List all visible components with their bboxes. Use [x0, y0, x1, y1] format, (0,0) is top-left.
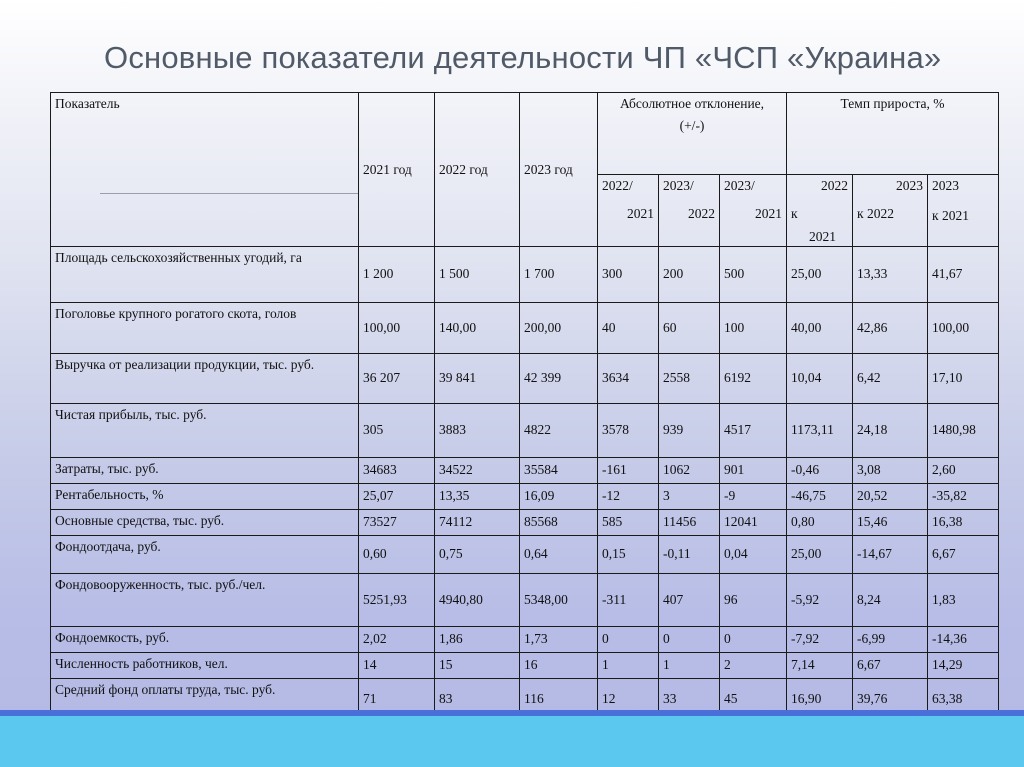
cell-value: 12041 — [720, 509, 787, 535]
cell-value: 6,67 — [853, 652, 928, 678]
cell-value: 1 — [659, 652, 720, 678]
header-abs-deviation-label: Абсолютное отклонение, — [619, 96, 765, 111]
cell-value: 116 — [520, 678, 598, 720]
cell-value: 83 — [435, 678, 520, 720]
cell-value: 100 — [720, 302, 787, 353]
header-year-2023: 2023 год — [520, 93, 598, 247]
header-year-2021: 2021 год — [359, 93, 435, 247]
cell-value: 20,52 — [853, 483, 928, 509]
row-indicator: Фондоотдача, руб. — [51, 535, 359, 573]
cell-value: 3634 — [598, 353, 659, 403]
cell-value: 33 — [659, 678, 720, 720]
cell-value: 60 — [659, 302, 720, 353]
cell-value: 2 — [720, 652, 787, 678]
cell-value: -5,92 — [787, 573, 853, 626]
cell-value: -14,36 — [928, 626, 999, 652]
cell-value: 16,90 — [787, 678, 853, 720]
table-row — [51, 403, 999, 457]
subheader-top: 2023/ — [663, 178, 694, 193]
subheader-top: 2023/ — [724, 178, 755, 193]
cell-value: -7,92 — [787, 626, 853, 652]
cell-value: 36 207 — [359, 353, 435, 403]
cell-value: 4822 — [520, 403, 598, 457]
subheader-top: 2023 — [932, 178, 960, 193]
cell-value: 2558 — [659, 353, 720, 403]
subheader-abs-2023-2022 — [659, 175, 720, 247]
cell-value: 200,00 — [520, 302, 598, 353]
cell-value: -9 — [720, 483, 787, 509]
cell-value: 45 — [720, 678, 787, 720]
cell-value: 73527 — [359, 509, 435, 535]
cell-value: 100,00 — [928, 302, 999, 353]
row-indicator: Чистая прибыль, тыс. руб. — [51, 403, 359, 457]
cell-value: -35,82 — [928, 483, 999, 509]
cell-value: 0,60 — [359, 535, 435, 573]
cell-value: 305 — [359, 403, 435, 457]
cell-value: 1 700 — [520, 246, 598, 302]
cell-value: 407 — [659, 573, 720, 626]
cell-value: 0 — [598, 626, 659, 652]
subheader-top: 2022 — [821, 178, 849, 193]
cell-value: -46,75 — [787, 483, 853, 509]
cell-value: 34522 — [435, 457, 520, 483]
cell-value: 42 399 — [520, 353, 598, 403]
cell-value: 39 841 — [435, 353, 520, 403]
cell-value: 14,29 — [928, 652, 999, 678]
cell-value: 11456 — [659, 509, 720, 535]
cell-value: 16,38 — [928, 509, 999, 535]
cell-value: 0,75 — [435, 535, 520, 573]
cell-value: 15 — [435, 652, 520, 678]
subheader-bottom: к 2021 — [932, 207, 969, 223]
cell-value: -12 — [598, 483, 659, 509]
cell-value: 2,02 — [359, 626, 435, 652]
cell-value: 1480,98 — [928, 403, 999, 457]
row-indicator: Численность работников, чел. — [51, 652, 359, 678]
cell-value: 300 — [598, 246, 659, 302]
subheader-bottom: 2021 — [809, 229, 837, 245]
cell-value: 0,04 — [720, 535, 787, 573]
cell-value: 40,00 — [787, 302, 853, 353]
subheader-bottom: 2021 — [627, 205, 654, 221]
cell-value: 3578 — [598, 403, 659, 457]
cell-value: 1,73 — [520, 626, 598, 652]
header-indicator: Показатель — [51, 93, 359, 247]
cell-value: 10,04 — [787, 353, 853, 403]
header-growth-rate: Темп прироста, % — [787, 93, 999, 175]
cell-value: 14 — [359, 652, 435, 678]
table-row — [51, 483, 999, 509]
cell-value: 74112 — [435, 509, 520, 535]
cell-value: 34683 — [359, 457, 435, 483]
slide-title: Основные показатели деятельности ЧП «ЧСП «Украина» — [104, 40, 942, 75]
cell-value: -6,99 — [853, 626, 928, 652]
row-indicator: Фондоемкость, руб. — [51, 626, 359, 652]
cell-value: 40 — [598, 302, 659, 353]
cell-value: 1173,11 — [787, 403, 853, 457]
subheader-abs-2022-2021 — [598, 175, 659, 247]
header-year-2022: 2022 год — [435, 93, 520, 247]
table-row — [51, 573, 999, 626]
subheader-middle: к — [791, 205, 798, 221]
row-indicator: Поголовье крупного рогатого скота, голов — [51, 302, 359, 353]
cell-value: 4517 — [720, 403, 787, 457]
row-indicator: Средний фонд оплаты труда, тыс. руб. — [51, 678, 359, 720]
cell-value: 35584 — [520, 457, 598, 483]
subheader-top: 2023 — [896, 178, 924, 193]
cell-value: 17,10 — [928, 353, 999, 403]
cell-value: -0,46 — [787, 457, 853, 483]
cell-value: 0,64 — [520, 535, 598, 573]
cell-value: 41,67 — [928, 246, 999, 302]
header-row — [51, 93, 999, 175]
cell-value: 5348,00 — [520, 573, 598, 626]
cell-value: 0,15 — [598, 535, 659, 573]
cell-value: 85568 — [520, 509, 598, 535]
subheader-bottom: 2021 — [755, 205, 783, 221]
cell-value: 1,86 — [435, 626, 520, 652]
cell-value: 901 — [720, 457, 787, 483]
cell-value: 6,42 — [853, 353, 928, 403]
subheader-bottom: к 2022 — [857, 205, 894, 221]
cell-value: 5251,93 — [359, 573, 435, 626]
cell-value: 42,86 — [853, 302, 928, 353]
bottom-decor-bar — [0, 710, 1024, 767]
table-row — [51, 535, 999, 573]
subheader-abs-2023-2021 — [720, 175, 787, 247]
cell-value: 3883 — [435, 403, 520, 457]
table-row — [51, 302, 999, 353]
cell-value: 24,18 — [853, 403, 928, 457]
cell-value: 140,00 — [435, 302, 520, 353]
cell-value: 6192 — [720, 353, 787, 403]
cell-value: 25,00 — [787, 246, 853, 302]
cell-value: 13,35 — [435, 483, 520, 509]
row-indicator: Фондовооруженность, тыс. руб./чел. — [51, 573, 359, 626]
cell-value: 3,08 — [853, 457, 928, 483]
cell-value: 1 — [598, 652, 659, 678]
cell-value: 71 — [359, 678, 435, 720]
cell-value: 0 — [720, 626, 787, 652]
row-indicator: Затраты, тыс. руб. — [51, 457, 359, 483]
cell-value: 4940,80 — [435, 573, 520, 626]
cell-value: 16,09 — [520, 483, 598, 509]
cell-value: 13,33 — [853, 246, 928, 302]
cell-value: 200 — [659, 246, 720, 302]
cell-value: 96 — [720, 573, 787, 626]
cell-value: 25,00 — [787, 535, 853, 573]
cell-value: 2,60 — [928, 457, 999, 483]
header-abs-deviation-sign: (+/-) — [679, 117, 705, 133]
cell-value: 0,80 — [787, 509, 853, 535]
table-row — [51, 509, 999, 535]
subheader-growth-2023-2021 — [928, 175, 999, 247]
cell-value: 25,07 — [359, 483, 435, 509]
header-divider-line — [100, 193, 358, 194]
indicators-table — [50, 92, 999, 721]
subheader-top: 2022/ — [602, 178, 633, 193]
row-indicator: Площадь сельскохозяйственных угодий, га — [51, 246, 359, 302]
table-row — [51, 626, 999, 652]
cell-value: 1,83 — [928, 573, 999, 626]
cell-value: -0,11 — [659, 535, 720, 573]
row-indicator: Выручка от реализации продукции, тыс. руб. — [51, 353, 359, 403]
table-row — [51, 353, 999, 403]
cell-value: 12 — [598, 678, 659, 720]
cell-value: 0 — [659, 626, 720, 652]
cell-value: 7,14 — [787, 652, 853, 678]
bottom-decor-stripe — [0, 710, 1024, 716]
cell-value: 8,24 — [853, 573, 928, 626]
cell-value: -14,67 — [853, 535, 928, 573]
cell-value: 1 200 — [359, 246, 435, 302]
cell-value: 100,00 — [359, 302, 435, 353]
subheader-growth-2023-2022 — [853, 175, 928, 247]
table-row — [51, 246, 999, 302]
cell-value: 3 — [659, 483, 720, 509]
subheader-growth-2022-2021 — [787, 175, 853, 247]
cell-value: 1062 — [659, 457, 720, 483]
cell-value: 39,76 — [853, 678, 928, 720]
cell-value: 16 — [520, 652, 598, 678]
cell-value: 939 — [659, 403, 720, 457]
cell-value: 6,67 — [928, 535, 999, 573]
cell-value: 500 — [720, 246, 787, 302]
cell-value: 63,38 — [928, 678, 999, 720]
cell-value: 15,46 — [853, 509, 928, 535]
subheader-bottom: 2022 — [688, 205, 715, 221]
cell-value: 1 500 — [435, 246, 520, 302]
table-row — [51, 457, 999, 483]
row-indicator: Основные средства, тыс. руб. — [51, 509, 359, 535]
cell-value: -311 — [598, 573, 659, 626]
cell-value: 585 — [598, 509, 659, 535]
header-abs-deviation — [598, 93, 787, 175]
cell-value: -161 — [598, 457, 659, 483]
row-indicator: Рентабельность, % — [51, 483, 359, 509]
table-row — [51, 652, 999, 678]
